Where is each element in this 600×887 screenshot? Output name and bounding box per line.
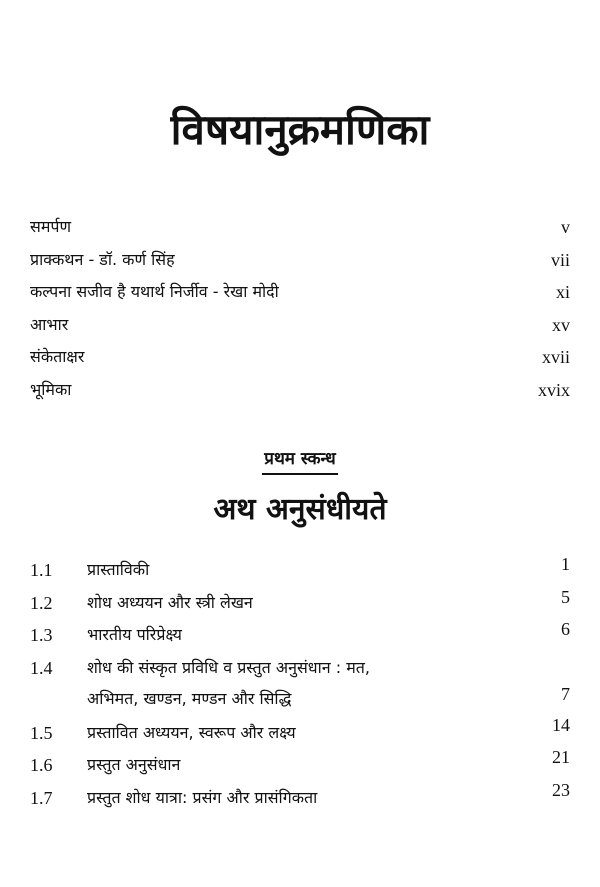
chapter-number: 1.7 (30, 787, 53, 808)
entry-page: xvix (537, 379, 570, 400)
chapter-entry (30, 553, 570, 586)
chapter-entry (30, 748, 570, 781)
chapter-entry (30, 781, 570, 814)
front-matter-list (30, 212, 570, 407)
chapter-number: 1.5 (30, 722, 53, 743)
chapter-page: 7 (561, 683, 570, 704)
entry-label: प्राक्कथन - डॉ. कर्ण सिंह (30, 249, 175, 269)
entry-page: v (561, 217, 570, 237)
chapter-number: 1.3 (30, 625, 53, 645)
chapter-page: 5 (561, 586, 570, 607)
entry-page: xi (555, 282, 570, 302)
chapter-label-continued: अभिमत, खण्डन, मण्डन और सिद्धि (87, 688, 292, 708)
section-heading-text: प्रथम स्कन्ध (262, 446, 337, 475)
toc-entry (30, 245, 570, 278)
chapter-label: प्रस्तुत शोध यात्रा: प्रसंग और प्रासंगिकता (87, 787, 318, 807)
toc-entry (30, 342, 570, 375)
toc-entry (30, 277, 570, 310)
chapter-entry (30, 716, 570, 749)
toc-entry (30, 310, 570, 343)
chapter-number: 1.2 (30, 592, 53, 613)
chapter-entry (30, 586, 570, 619)
entry-label: आभार (30, 314, 69, 334)
chapter-label: प्रस्तावित अध्ययन, स्वरूप और लक्ष्य (87, 722, 296, 742)
chapter-page: 14 (552, 714, 570, 735)
chapter-number: 1.4 (30, 657, 53, 678)
chapter-number: 1.1 (30, 560, 53, 580)
toc-entry (30, 375, 570, 408)
entry-page: xvii (541, 347, 570, 367)
chapter-page: 6 (561, 619, 570, 639)
entry-label: कल्पना सजीव है यथार्थ निर्जीव - रेखा मोदी (30, 282, 279, 301)
chapter-page: 1 (561, 554, 570, 574)
section-title: अथ अनुसंधीयते (213, 492, 387, 527)
chapter-page: 21 (552, 747, 570, 767)
section-heading (0, 446, 600, 475)
page-title: विषयानुक्रमणिका (170, 105, 430, 154)
entry-label: समर्पण (30, 217, 72, 236)
chapter-page: 23 (552, 779, 570, 800)
chapter-label: शोध अध्ययन और स्त्री लेखन (87, 592, 253, 612)
chapter-list (30, 553, 570, 813)
chapter-number: 1.6 (30, 755, 53, 775)
chapter-entry (30, 651, 570, 716)
chapter-entry (30, 618, 570, 651)
chapter-label: भारतीय परिप्रेक्ष्य (87, 625, 182, 644)
chapter-label: प्रस्तुत अनुसंधान (87, 755, 181, 774)
entry-label: संकेताक्षर (30, 347, 85, 366)
entry-page: vii (550, 249, 570, 270)
chapter-label: प्रास्ताविकी (87, 560, 150, 579)
entry-page: xv (552, 314, 570, 335)
chapter-label: शोध की संस्कृत प्रविधि व प्रस्तुत अनुसंधान : मत, (87, 657, 370, 677)
toc-entry (30, 212, 570, 245)
entry-label: भूमिका (30, 379, 72, 399)
